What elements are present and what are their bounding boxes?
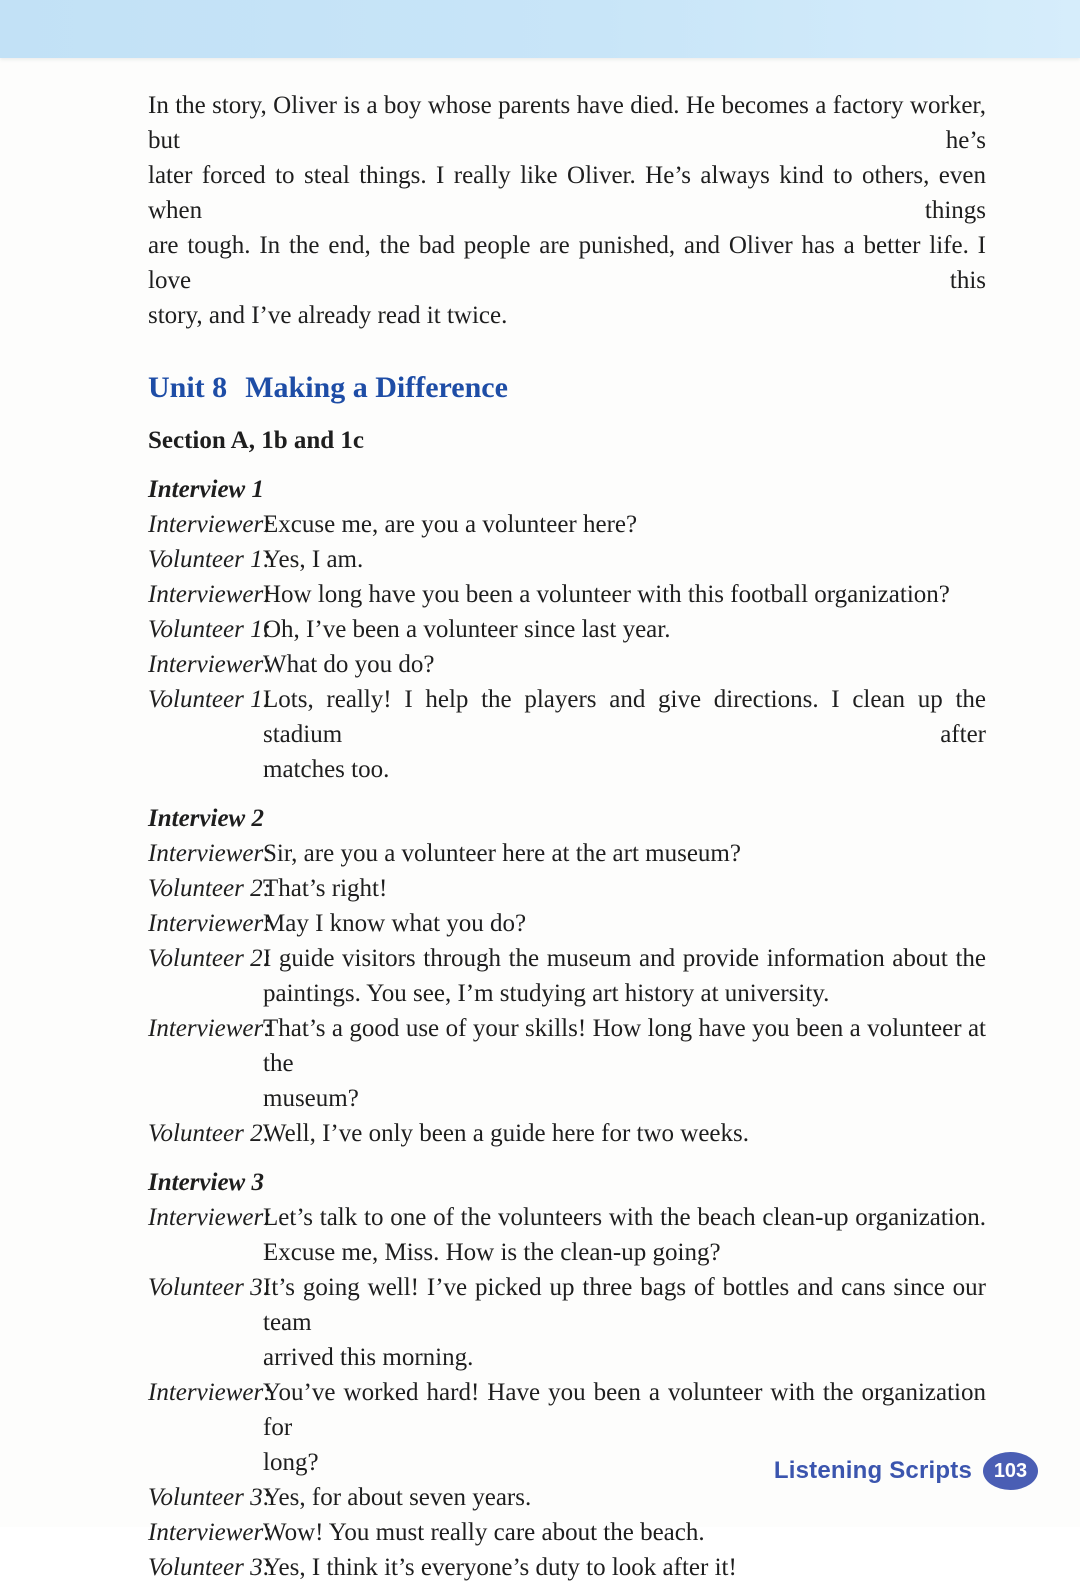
dialogue-row	[148, 542, 986, 577]
dialogue-text-line: Well, I’ve only been a guide here for two weeks.	[263, 1120, 749, 1147]
dialogue-row	[148, 682, 986, 787]
speaker-label: Volunteer 2:	[148, 1120, 271, 1147]
dialogue-row	[148, 507, 986, 542]
interview-title: Interview 1	[148, 476, 264, 503]
dialogue-text-line: May I know what you do?	[263, 910, 527, 937]
dialogue-text-line: How long have you been a volunteer with this football organization?	[263, 581, 950, 608]
paragraph-line: In the story, Oliver is a boy whose parents have died. He becomes a factory worker, but he’s	[148, 92, 986, 154]
page-number-badge: 103	[983, 1452, 1038, 1490]
opening-paragraph	[148, 88, 986, 333]
interview-title: Interview 3	[148, 1169, 264, 1196]
paragraph-line: story, and I’ve already read it twice.	[148, 302, 508, 329]
dialogue-row	[148, 1116, 986, 1151]
dialogue-text-line: Yes, for about seven years.	[263, 1484, 532, 1511]
dialogue-text	[263, 1200, 986, 1270]
dialogue-text	[263, 1011, 986, 1116]
dialogue-row	[148, 836, 986, 871]
dialogue-text-line: Excuse me, Miss. How is the clean-up going?	[263, 1239, 721, 1266]
speaker-label: Volunteer 3:	[148, 1484, 271, 1511]
dialogue-text-line: museum?	[263, 1085, 359, 1112]
dialogue-text	[263, 906, 986, 941]
speaker-label: Volunteer 1:	[148, 546, 271, 573]
dialogue-text	[263, 577, 986, 612]
dialogue-text	[263, 941, 986, 1011]
dialogue-text-line: Wow! You must really care about the beach.	[263, 1519, 705, 1546]
dialogue-text	[263, 647, 986, 682]
dialogue-text-line: You’ve worked hard! Have you been a volunteer with the organization for	[263, 1379, 986, 1441]
dialogue-row	[148, 1200, 986, 1270]
dialogue-text	[263, 1550, 986, 1585]
speaker-label: Interviewer:	[148, 651, 272, 678]
dialogue-text-line: long?	[263, 1449, 319, 1476]
dialogue-text-line: matches too.	[263, 756, 390, 783]
dialogue-text	[263, 1116, 986, 1151]
dialogue-text-line: Oh, I’ve been a volunteer since last year.	[263, 616, 671, 643]
dialogue-row	[148, 647, 986, 682]
speaker-label: Interviewer:	[148, 910, 272, 937]
dialogue-row	[148, 1011, 986, 1116]
interview-title: Interview 2	[148, 805, 264, 832]
speaker-label: Interviewer:	[148, 581, 272, 608]
speaker-label: Volunteer 3:	[148, 1274, 271, 1301]
page-footer	[774, 1452, 1038, 1490]
speaker-label: Volunteer 1:	[148, 686, 271, 713]
dialogue-row	[148, 941, 986, 1011]
speaker-label: Volunteer 1:	[148, 616, 271, 643]
speaker-label: Interviewer:	[148, 1519, 272, 1546]
dialogue-text-line: Yes, I think it’s everyone’s duty to look after it!	[263, 1554, 737, 1581]
paragraph-line: are tough. In the end, the bad people are punished, and Oliver has a better life. I love this	[148, 232, 986, 294]
speaker-label: Volunteer 3:	[148, 1554, 271, 1581]
interviews-container	[148, 472, 986, 1585]
dialogue-row	[148, 871, 986, 906]
speaker-label: Interviewer:	[148, 511, 272, 538]
dialogue-text-line: What do you do?	[263, 651, 435, 678]
dialogue-row	[148, 906, 986, 941]
dialogue-text-line: That’s right!	[263, 875, 388, 902]
speaker-label: Interviewer:	[148, 840, 272, 867]
dialogue-text	[263, 682, 986, 787]
unit-label: Unit 8	[148, 371, 228, 404]
dialogue-text-line: That’s a good use of your skills! How long have you been a volunteer at the	[263, 1015, 986, 1077]
dialogue-row	[148, 577, 986, 612]
dialogue-row	[148, 1270, 986, 1375]
speaker-label: Interviewer:	[148, 1015, 272, 1042]
dialogue-row	[148, 1550, 986, 1585]
dialogue-text	[263, 612, 986, 647]
page-content	[148, 58, 986, 1585]
dialogue-text	[263, 871, 986, 906]
dialogue-text-line: paintings. You see, I’m studying art history at university.	[263, 980, 830, 1007]
dialogue-text	[263, 542, 986, 577]
page-header-band	[0, 0, 1080, 58]
dialogue-text	[263, 836, 986, 871]
dialogue-text-line: Lots, really! I help the players and give directions. I clean up the stadium after	[263, 686, 986, 748]
dialogue-text-line: It’s going well! I’ve picked up three bags of bottles and cans since our team	[263, 1274, 986, 1336]
dialogue-row	[148, 1515, 986, 1550]
dialogue-text-line: arrived this morning.	[263, 1344, 474, 1371]
dialogue-text	[263, 1270, 986, 1375]
unit-heading	[148, 367, 986, 409]
dialogue-text	[263, 507, 986, 542]
dialogue-text-line: Sir, are you a volunteer here at the art museum?	[263, 840, 741, 867]
dialogue-text-line: I guide visitors through the museum and provide information about the	[263, 945, 986, 972]
paragraph-line: later forced to steal things. I really like Oliver. He’s always kind to others, even when things	[148, 162, 986, 224]
speaker-label: Interviewer:	[148, 1379, 272, 1406]
unit-title: Making a Difference	[245, 371, 508, 404]
dialogue-text-line: Yes, I am.	[263, 546, 364, 573]
dialogue-text-line: Let’s talk to one of the volunteers with the beach clean-up organization.	[263, 1204, 986, 1231]
section-heading: Section A, 1b and 1c	[148, 427, 365, 454]
speaker-label: Volunteer 2:	[148, 945, 271, 972]
footer-label: Listening Scripts	[773, 1457, 972, 1484]
dialogue-text-line: Excuse me, are you a volunteer here?	[263, 511, 638, 538]
speaker-label: Volunteer 2:	[148, 875, 271, 902]
speaker-label: Interviewer:	[148, 1204, 272, 1231]
dialogue-text	[263, 1515, 986, 1550]
dialogue-row	[148, 612, 986, 647]
